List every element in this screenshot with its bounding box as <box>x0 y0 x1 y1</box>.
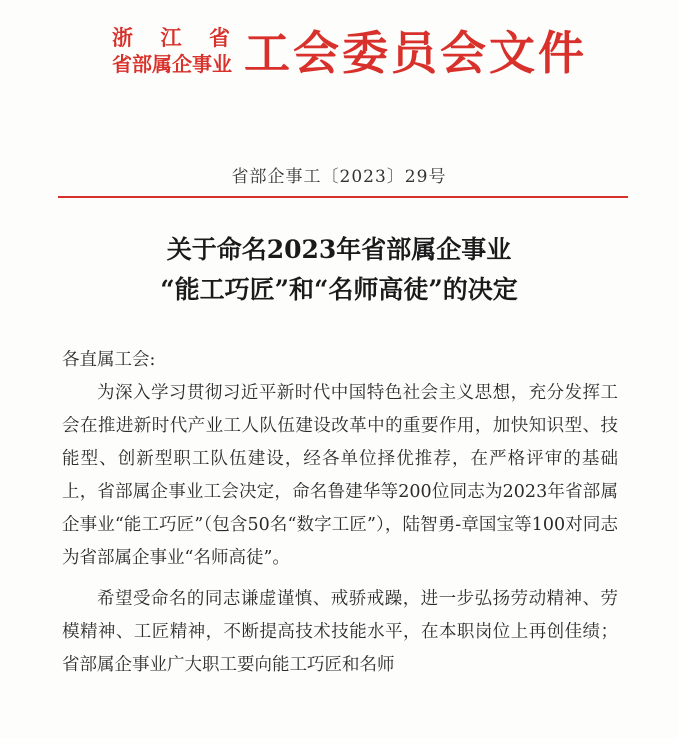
issuer-province <box>112 26 230 50</box>
salutation: 各直属工会: <box>62 350 156 370</box>
issuer-name-left <box>112 26 242 76</box>
body-paragraph-2: 希望受命名的同志谦虚谨慎、戒骄戒躁，进一步弘扬劳动精神、劳模精神、工匠精神，不断提高技术技能水平，在本职岗位上再创佳绩；省部属企事业广大职工要向能工巧匠和名师 <box>62 589 618 675</box>
document-title <box>0 230 678 310</box>
document-number: 省部企事工〔2023〕29号 <box>231 167 447 187</box>
title-line-2: “能工巧匠”和“名师高徒”的决定 <box>160 275 518 304</box>
issuer-sector: 省部属企事业 <box>112 52 232 76</box>
body-paragraph-1: 为深入学习贯彻习近平新时代中国特色社会主义思想，充分发挥工会在推进新时代产业工人队伍建设改革中的重要作用，加快知识型、技能型、创新型职工队伍建设，经各单位择优推荐，在严格评审的基础上，省部属企事业工会决定，命名鲁建华等200位同志为2023年省部属企事业“能工巧匠”（包含50名“数字工匠”），陆智勇-章国宝等100对同志为省部属企事业“名师高徒”。 <box>62 383 618 568</box>
red-divider-line <box>58 196 628 198</box>
document-header <box>112 22 592 92</box>
document-body <box>62 344 618 682</box>
title-line-1: 关于命名2023年省部属企事业 <box>166 235 512 264</box>
issuer-char: 浙 <box>112 25 133 50</box>
issuer-char: 江 <box>160 25 182 50</box>
issuer-char: 省 <box>209 25 230 50</box>
issuer-title: 工会委员会文件 <box>244 26 587 80</box>
